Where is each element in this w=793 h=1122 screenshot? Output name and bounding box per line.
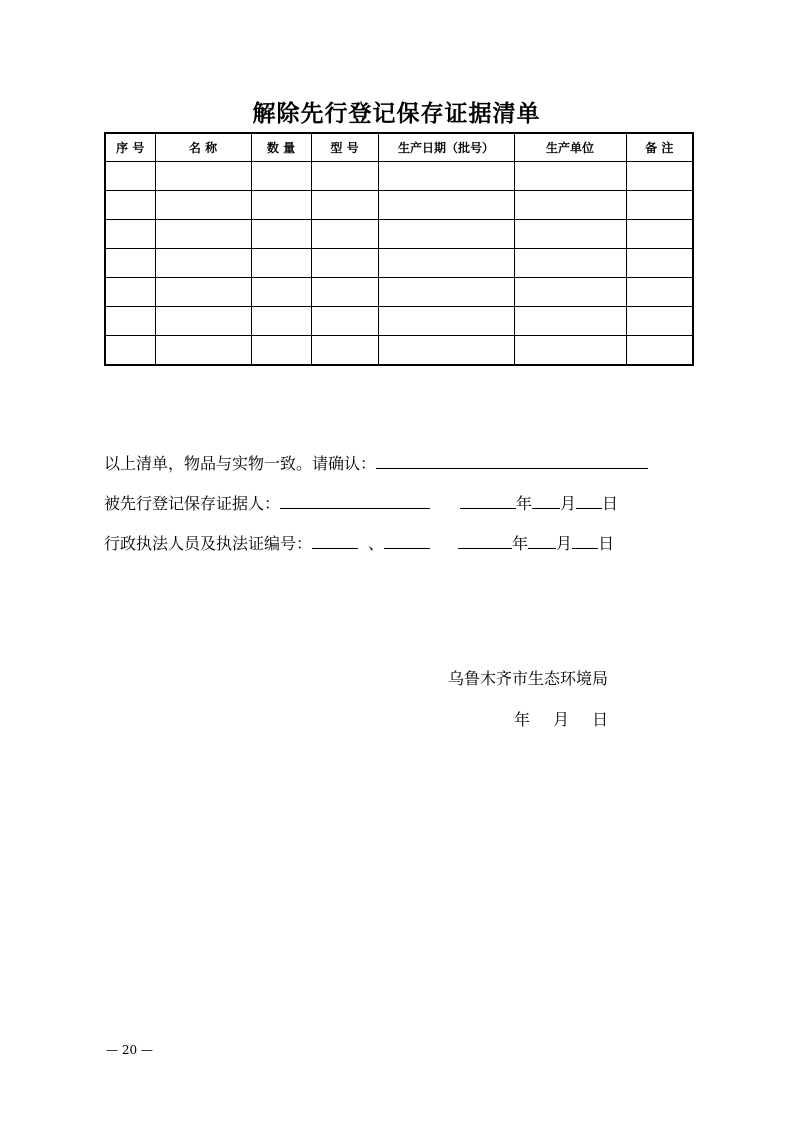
header-name: 名 称 bbox=[155, 133, 251, 162]
table-cell[interactable] bbox=[514, 220, 626, 249]
table-cell[interactable] bbox=[251, 249, 311, 278]
officer-day-blank[interactable] bbox=[572, 532, 598, 549]
table-cell[interactable] bbox=[155, 278, 251, 307]
officer-day-label: 日 bbox=[598, 534, 615, 553]
table-header-row bbox=[105, 133, 693, 162]
table-cell[interactable] bbox=[626, 249, 693, 278]
table-row bbox=[105, 191, 693, 220]
table-cell[interactable] bbox=[251, 278, 311, 307]
table-cell[interactable] bbox=[311, 220, 378, 249]
table-cell[interactable] bbox=[378, 307, 514, 336]
table-cell[interactable] bbox=[311, 162, 378, 191]
page-number: — 20 — bbox=[106, 1043, 153, 1057]
holder-label: 被先行登记保存证据人： bbox=[104, 494, 281, 513]
confirm-signature-blank[interactable] bbox=[376, 452, 648, 469]
confirm-line bbox=[104, 451, 648, 474]
holder-signature-blank[interactable] bbox=[280, 492, 430, 509]
table-cell[interactable] bbox=[626, 162, 693, 191]
table-row bbox=[105, 162, 693, 191]
officer-year-label: 年 bbox=[512, 534, 529, 553]
holder-day-blank[interactable] bbox=[576, 492, 602, 509]
officer-label: 行政执法人员及执法证编号： bbox=[104, 534, 313, 553]
table-body bbox=[105, 162, 693, 366]
table-cell[interactable] bbox=[626, 307, 693, 336]
header-model: 型 号 bbox=[311, 133, 378, 162]
holder-year-label: 年 bbox=[516, 494, 533, 513]
officer-two-blank[interactable] bbox=[384, 532, 430, 549]
header-production-date: 生产日期（批号） bbox=[378, 133, 514, 162]
table-cell[interactable] bbox=[626, 278, 693, 307]
holder-year-blank[interactable] bbox=[460, 492, 516, 509]
table-cell[interactable] bbox=[378, 220, 514, 249]
table-cell[interactable] bbox=[105, 336, 155, 366]
table-cell[interactable] bbox=[105, 191, 155, 220]
table-cell[interactable] bbox=[626, 191, 693, 220]
table-row bbox=[105, 336, 693, 366]
table-cell[interactable] bbox=[155, 307, 251, 336]
table-cell[interactable] bbox=[514, 162, 626, 191]
table-cell[interactable] bbox=[514, 191, 626, 220]
holder-day-label: 日 bbox=[602, 494, 619, 513]
officer-line bbox=[104, 531, 614, 554]
table-cell[interactable] bbox=[155, 191, 251, 220]
issuing-date: 年 月 日 bbox=[514, 710, 609, 729]
officer-month-blank[interactable] bbox=[528, 532, 556, 549]
issuing-organization: 乌鲁木齐市生态环境局 bbox=[448, 669, 609, 688]
document-title: 解除先行登记保存证据清单 bbox=[252, 100, 541, 127]
officer-one-blank[interactable] bbox=[312, 532, 358, 549]
header-serial: 序 号 bbox=[105, 133, 155, 162]
table-cell[interactable] bbox=[378, 191, 514, 220]
table-cell[interactable] bbox=[155, 249, 251, 278]
table-cell[interactable] bbox=[251, 220, 311, 249]
table-cell[interactable] bbox=[251, 191, 311, 220]
table-row bbox=[105, 307, 693, 336]
table-cell[interactable] bbox=[251, 162, 311, 191]
officer-month-label: 月 bbox=[556, 534, 573, 553]
table-cell[interactable] bbox=[155, 220, 251, 249]
officer-separator: 、 bbox=[368, 534, 385, 553]
holder-month-blank[interactable] bbox=[532, 492, 560, 509]
table-cell[interactable] bbox=[105, 278, 155, 307]
table-cell[interactable] bbox=[378, 336, 514, 366]
officer-year-blank[interactable] bbox=[458, 532, 512, 549]
table-cell[interactable] bbox=[626, 220, 693, 249]
holder-month-label: 月 bbox=[560, 494, 577, 513]
table-cell[interactable] bbox=[311, 336, 378, 366]
table-cell[interactable] bbox=[311, 278, 378, 307]
header-quantity: 数 量 bbox=[251, 133, 311, 162]
table-cell[interactable] bbox=[514, 307, 626, 336]
table-cell[interactable] bbox=[105, 162, 155, 191]
table-cell[interactable] bbox=[378, 278, 514, 307]
table-cell[interactable] bbox=[155, 162, 251, 191]
confirm-text: 以上清单，物品与实物一致。请确认： bbox=[104, 454, 377, 473]
header-remarks: 备 注 bbox=[626, 133, 693, 162]
table-cell[interactable] bbox=[105, 220, 155, 249]
holder-line bbox=[104, 491, 618, 514]
table-cell[interactable] bbox=[105, 307, 155, 336]
table-cell[interactable] bbox=[378, 249, 514, 278]
table-cell[interactable] bbox=[251, 336, 311, 366]
table-cell[interactable] bbox=[378, 162, 514, 191]
table-row bbox=[105, 249, 693, 278]
evidence-table bbox=[104, 132, 694, 366]
table-cell[interactable] bbox=[311, 249, 378, 278]
table-cell[interactable] bbox=[311, 191, 378, 220]
header-manufacturer: 生产单位 bbox=[514, 133, 626, 162]
table-cell[interactable] bbox=[155, 336, 251, 366]
table-cell[interactable] bbox=[251, 307, 311, 336]
table-cell[interactable] bbox=[514, 278, 626, 307]
table-cell[interactable] bbox=[626, 336, 693, 366]
table-cell[interactable] bbox=[514, 336, 626, 366]
table-cell[interactable] bbox=[514, 249, 626, 278]
table-row bbox=[105, 278, 693, 307]
table-row bbox=[105, 220, 693, 249]
table-cell[interactable] bbox=[105, 249, 155, 278]
table-cell[interactable] bbox=[311, 307, 378, 336]
